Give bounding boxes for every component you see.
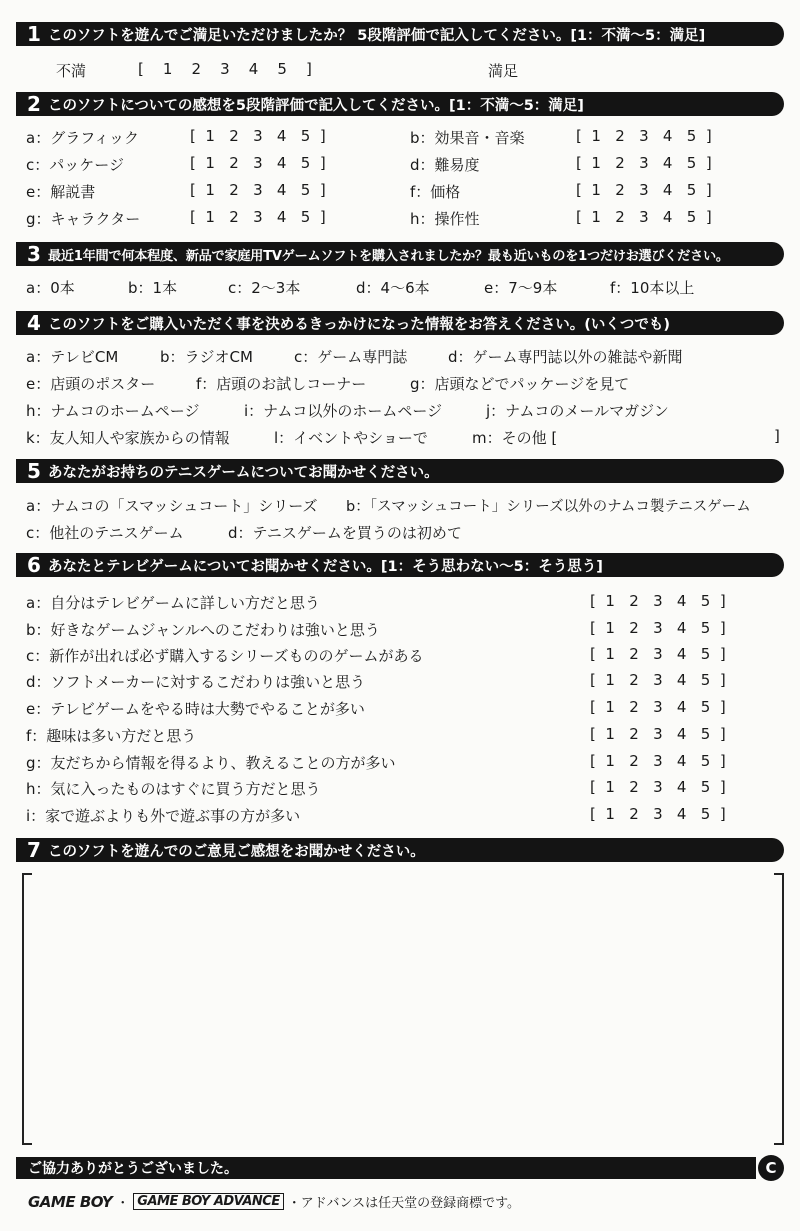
question-number: 4 bbox=[27, 311, 41, 335]
q6-item-h-scale[interactable]: [ 1 2 3 4 5 ] bbox=[590, 778, 726, 796]
question-number: 7 bbox=[27, 838, 41, 862]
q6-item-b-scale[interactable]: [ 1 2 3 4 5 ] bbox=[590, 619, 726, 637]
q4-option-g[interactable]: g：店頭などでパッケージを見て bbox=[410, 375, 630, 393]
q4-option-b[interactable]: b：ラジオCM bbox=[160, 348, 253, 366]
q6-item-h-label: h：気に入ったものはすぐに買う方だと思う bbox=[26, 780, 321, 798]
q4-option-h[interactable]: h：ナムコのホームページ bbox=[26, 402, 200, 420]
q4-option-e[interactable]: e：店頭のポスター bbox=[26, 375, 156, 393]
thank-you-bar bbox=[16, 1157, 756, 1179]
q3-option-b[interactable]: b：1本 bbox=[128, 279, 178, 297]
q6-item-e-label: e：テレビゲームをやる時は大勢でやることが多い bbox=[26, 700, 365, 718]
question-title: このソフトを遊んでのご意見ご感想をお聞かせください。 bbox=[48, 843, 425, 860]
q2-item-b-scale[interactable]: [ 1 2 3 4 5 ] bbox=[576, 127, 712, 145]
rating-low-label: 不満 bbox=[56, 62, 87, 80]
q2-item-c-scale[interactable]: [ 1 2 3 4 5 ] bbox=[190, 154, 326, 172]
page-marker-c: C bbox=[758, 1155, 784, 1181]
q6-item-c-label: c：新作が出れば必ず購入するシリーズもののゲームがある bbox=[26, 647, 424, 665]
q6-item-i-scale[interactable]: [ 1 2 3 4 5 ] bbox=[590, 805, 726, 823]
q2-item-g-scale[interactable]: [ 1 2 3 4 5 ] bbox=[190, 208, 326, 226]
q2-item-f-label: f：価格 bbox=[410, 183, 461, 201]
comments-free-text-area[interactable] bbox=[22, 873, 784, 1145]
q2-item-h-label: h：操作性 bbox=[410, 210, 480, 228]
trademark-footer bbox=[28, 1192, 520, 1211]
q6-item-d-scale[interactable]: [ 1 2 3 4 5 ] bbox=[590, 671, 726, 689]
q2-item-d-scale[interactable]: [ 1 2 3 4 5 ] bbox=[576, 154, 712, 172]
rating-high-label: 満足 bbox=[488, 62, 519, 80]
question-number: 5 bbox=[27, 459, 41, 483]
footer-separator: ・ bbox=[116, 1196, 130, 1211]
q4-option-d[interactable]: d：ゲーム専門誌以外の雑誌や新聞 bbox=[448, 348, 683, 366]
q4-option-l[interactable]: l：イベントやショーで bbox=[274, 429, 428, 447]
q6-item-d-label: d：ソフトメーカーに対するこだわりは強いと思う bbox=[26, 673, 366, 691]
q2-item-a-scale[interactable]: [ 1 2 3 4 5 ] bbox=[190, 127, 326, 145]
q6-item-a-scale[interactable]: [ 1 2 3 4 5 ] bbox=[590, 592, 726, 610]
question-1-header bbox=[16, 22, 784, 46]
q4-option-m-close-bracket: ] bbox=[774, 427, 780, 445]
q6-item-c-scale[interactable]: [ 1 2 3 4 5 ] bbox=[590, 645, 726, 663]
q4-option-m[interactable]: m：その他 [ bbox=[472, 429, 558, 447]
q6-item-a-label: a：自分はテレビゲームに詳しい方だと思う bbox=[26, 594, 320, 612]
q5-option-b[interactable]: b：「スマッシュコート」シリーズ以外のナムコ製テニスゲーム bbox=[346, 499, 751, 515]
question-title: このソフトについての感想を5段階評価で記入してください。[1：不満〜5：満足] bbox=[48, 97, 584, 114]
q5-option-a[interactable]: a：ナムコの「スマッシュコート」シリーズ bbox=[26, 497, 318, 515]
q4-option-f[interactable]: f：店頭のお試しコーナー bbox=[196, 375, 367, 393]
q3-option-c[interactable]: c：2〜3本 bbox=[228, 279, 301, 297]
question-number: 6 bbox=[27, 553, 41, 577]
question-title: 最近1年間で何本程度、新品で家庭用TVゲームソフトを購入されましたか？最も近いものを1つだけお選びください。 bbox=[48, 248, 729, 264]
question-title: あなたとテレビゲームについてお聞かせください。[1：そう思わない〜5：そう思う] bbox=[48, 558, 603, 575]
q6-item-g-scale[interactable]: [ 1 2 3 4 5 ] bbox=[590, 752, 726, 770]
gameboy-advance-logo: GAME BOY ADVANCE bbox=[133, 1193, 283, 1210]
question-6-header bbox=[16, 553, 784, 577]
q4-option-j[interactable]: j：ナムコのメールマガジン bbox=[486, 402, 669, 420]
q4-option-k[interactable]: k：友人知人や家族からの情報 bbox=[26, 429, 230, 447]
q2-item-h-scale[interactable]: [ 1 2 3 4 5 ] bbox=[576, 208, 712, 226]
question-title: このソフトを遊んでご満足いただけましたか？ 5段階評価で記入してください。[1：不満〜5：満足] bbox=[48, 27, 706, 44]
gameboy-logo: GAME BOY bbox=[28, 1192, 113, 1211]
question-7-header bbox=[16, 838, 784, 862]
question-title: あなたがお持ちのテニスゲームについてお聞かせください。 bbox=[48, 464, 439, 481]
q6-item-g-label: g：友だちから情報を得るより、教えることの方が多い bbox=[26, 754, 396, 772]
rating-scale-overall[interactable]: [ 1 2 3 4 5 ] bbox=[138, 60, 312, 78]
q2-item-d-label: d：難易度 bbox=[410, 156, 480, 174]
q6-item-i-label: i：家で遊ぶよりも外で遊ぶ事の方が多い bbox=[26, 807, 301, 825]
q2-item-e-scale[interactable]: [ 1 2 3 4 5 ] bbox=[190, 181, 326, 199]
question-2-header bbox=[16, 92, 784, 116]
q3-option-e[interactable]: e：7〜9本 bbox=[484, 279, 558, 297]
q2-item-f-scale[interactable]: [ 1 2 3 4 5 ] bbox=[576, 181, 712, 199]
q2-item-e-label: e：解説書 bbox=[26, 183, 96, 201]
q3-option-a[interactable]: a：0本 bbox=[26, 279, 75, 297]
thank-you-text: ご協力ありがとうございました。 bbox=[28, 1161, 238, 1177]
q2-item-a-label: a：グラフィック bbox=[26, 129, 139, 147]
question-4-header bbox=[16, 311, 784, 335]
question-5-header bbox=[16, 459, 784, 483]
q4-option-i[interactable]: i：ナムコ以外のホームページ bbox=[244, 402, 443, 420]
q2-item-g-label: g：キャラクター bbox=[26, 210, 141, 228]
q2-item-c-label: c：パッケージ bbox=[26, 156, 124, 174]
question-number: 1 bbox=[27, 22, 41, 46]
q3-option-f[interactable]: f：10本以上 bbox=[610, 279, 695, 297]
question-number: 3 bbox=[27, 242, 41, 266]
q6-item-e-scale[interactable]: [ 1 2 3 4 5 ] bbox=[590, 698, 726, 716]
q6-item-f-label: f：趣味は多い方だと思う bbox=[26, 727, 197, 745]
q5-option-c[interactable]: c：他社のテニスゲーム bbox=[26, 524, 184, 542]
question-number: 2 bbox=[27, 92, 41, 116]
q4-option-c[interactable]: c：ゲーム専門誌 bbox=[294, 348, 408, 366]
q4-option-a[interactable]: a：テレビCM bbox=[26, 348, 119, 366]
q6-item-b-label: b：好きなゲームジャンルへのこだわりは強いと思う bbox=[26, 621, 380, 639]
q6-item-f-scale[interactable]: [ 1 2 3 4 5 ] bbox=[590, 725, 726, 743]
question-3-header bbox=[16, 242, 784, 266]
q3-option-d[interactable]: d：4〜6本 bbox=[356, 279, 430, 297]
q5-option-d[interactable]: d：テニスゲームを買うのは初めて bbox=[228, 524, 462, 542]
q2-item-b-label: b：効果音・音楽 bbox=[410, 129, 525, 147]
question-title: このソフトをご購入いただく事を決めるきっかけになった情報をお答えください。(いくつでも) bbox=[48, 316, 670, 333]
trademark-note: ・アドバンスは任天堂の登録商標です。 bbox=[287, 1196, 521, 1211]
